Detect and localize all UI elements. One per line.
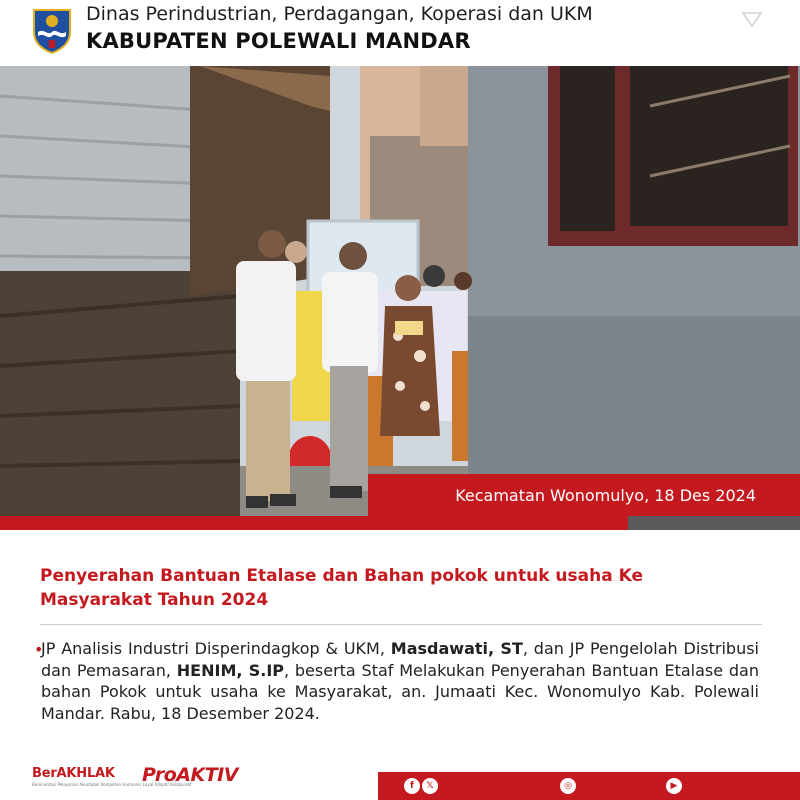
proaktiv-logo xyxy=(142,764,238,786)
x-icon[interactable]: 𝕏 xyxy=(422,778,438,794)
article-body xyxy=(41,638,759,724)
official-name-1: Masdawati, ST xyxy=(390,639,523,658)
berakhlak-subtext: Berorientasi Pelayanan Akuntabel Kompeten Harmonis Loyal Adaptif Kolaboratif xyxy=(32,782,192,787)
instagram-icon[interactable]: ◎ xyxy=(560,778,576,794)
title-divider xyxy=(40,624,762,625)
event-photo xyxy=(0,66,800,516)
triangle-icon xyxy=(742,12,762,28)
body-part-3: , beserta Staf Melakukan Penyerahan Bantuan Etalase dan bahan Pokok untuk usaha ke Masyarakat, an. Jumaati Kec. Wonomulyo Kab. Polewali Mandar. Rabu, 18 Desember 2024. xyxy=(41,660,760,723)
agency-name: Dinas Perindustrian, Perdagangan, Koperasi dan UKM xyxy=(86,3,593,25)
footer-social-bar xyxy=(378,772,800,800)
location-date-caption: Kecamatan Wonomulyo, 18 Des 2024 xyxy=(368,474,800,516)
proaktiv-text: ProAKTIV xyxy=(142,764,238,786)
youtube-icon[interactable]: ▶ xyxy=(666,778,682,794)
header xyxy=(0,0,800,66)
facebook-icon[interactable]: f xyxy=(404,778,420,794)
official-name-2: HENIM, S.IP xyxy=(176,660,285,680)
regency-name: KABUPATEN POLEWALI MANDAR xyxy=(86,29,471,53)
berakhlak-text: BerAKHLAK xyxy=(32,766,115,781)
body-part-1: JP Analisis Industri Disperindagkop & UKM, xyxy=(41,639,391,658)
regency-emblem-icon xyxy=(32,6,72,54)
red-stripe xyxy=(0,516,628,530)
bullet-icon: • xyxy=(34,640,44,659)
dark-stripe xyxy=(628,516,800,530)
article-title: Penyerahan Bantuan Etalase dan Bahan pokok untuk usaha Ke Masyarakat Tahun 2024 xyxy=(40,566,644,610)
body-part-2: , dan JP Pengelolah Distribusi dan Pemasaran, xyxy=(41,639,760,680)
